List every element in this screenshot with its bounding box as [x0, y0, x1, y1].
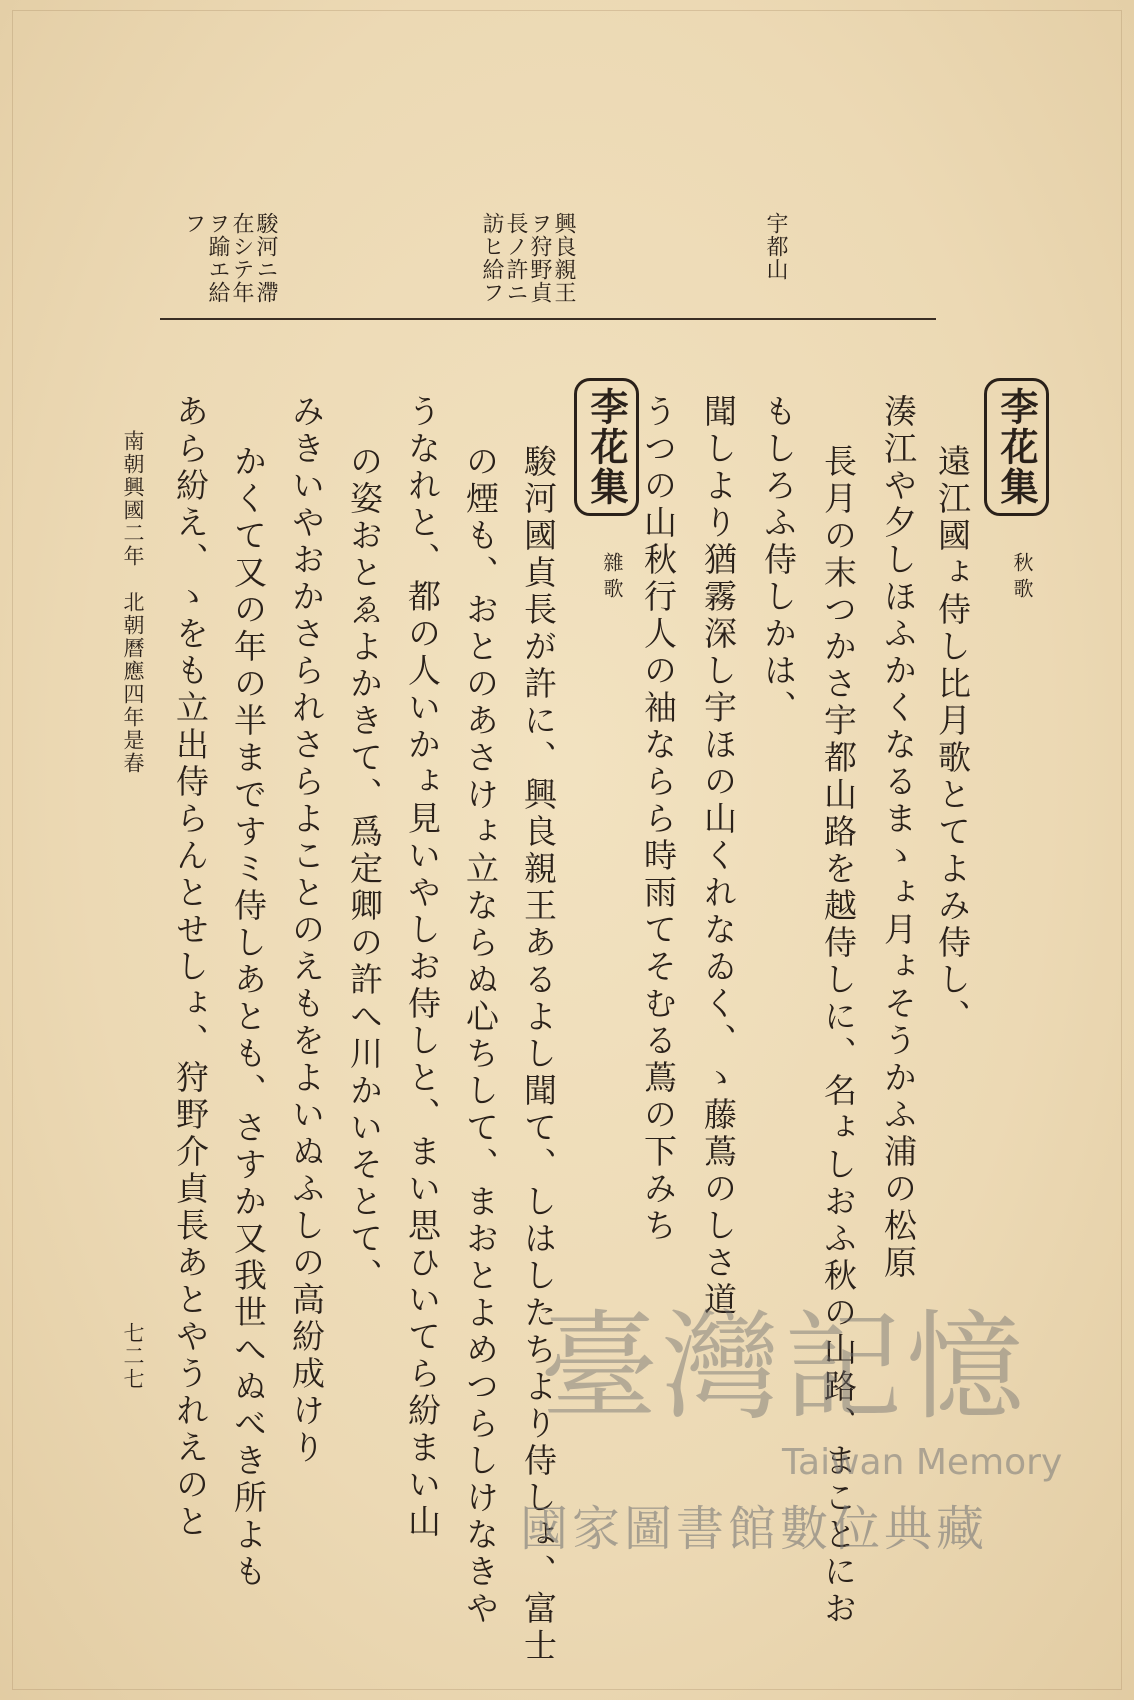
- headnote-line: ヲ狩野貞: [527, 212, 552, 304]
- text-line: 聞しより猶霧深し宇ほの山くれなゐく、ゝ藤蔦のしさ道: [699, 394, 738, 1319]
- text-line: 長月の末つかさ宇都山路を越侍しに、名ょしおふ秋の山路、まことにお: [819, 444, 858, 1628]
- watermark-english: Taiwan Memory: [782, 1442, 1063, 1483]
- section-label-autumn: 秋歌: [1010, 552, 1034, 604]
- text-line: 駿河國貞長が許に、興良親王あるよし聞て、しはしたちより侍しょ、富士: [519, 444, 558, 1665]
- section-label-miscellaneous: 雜歌: [600, 552, 624, 604]
- text-line: あら紛え、ゝをも立出侍らんとせしょ、狩野介貞長あとやうれえのと: [171, 394, 210, 1541]
- headnote-line: 在シテ年: [229, 212, 254, 304]
- text-line: みきいやおかさられさらよことのえもをよいぬふしの高紛成けり: [287, 394, 326, 1467]
- horizontal-rule: [160, 318, 936, 320]
- headnote-line: フ: [181, 212, 206, 235]
- text-line: うつの山秋行人の袖ならら時雨てそむる蔦の下みち: [639, 394, 678, 1245]
- section-title-rikashu-2: 李花集: [574, 378, 639, 516]
- text-line: 遠江國ょ侍し比月歌とてよみ侍し、: [933, 444, 972, 1036]
- watermark-logo-text: 臺灣記憶: [540, 1298, 1029, 1436]
- running-footer: 南朝興國二年 北朝曆應四年是春: [121, 430, 145, 775]
- headnote-line: 長ノ許ニ: [503, 212, 528, 304]
- text-line: かくて又の年の半まですミ侍しあとも、さすか又我世へぬべき所よも: [229, 444, 268, 1591]
- headnote-line: 駿河ニ滯: [253, 212, 278, 304]
- text-line: の煙も、おとのあさけょ立ならぬ心ちして、まおとよめつらしけなきや: [461, 444, 500, 1628]
- headnote-line: ヲ踰エ給: [205, 212, 230, 304]
- watermark-subtitle: 國家圖書館數位典藏: [520, 1501, 989, 1557]
- headnote-utsuyama: 宇都山: [763, 212, 788, 281]
- text-line: もしろふ侍しかは、: [759, 394, 798, 727]
- section-title-rikashu-1: 李花集: [984, 378, 1049, 516]
- page-number: 七二七: [121, 1322, 145, 1391]
- text-line: 湊江や夕しほふかくなるまゝょ月ょそうかふ浦の松原: [879, 394, 918, 1282]
- text-line: うなれと、都の人いかょ見いやしお侍しと、まい思ひいてら紛まい山: [403, 394, 442, 1541]
- headnote-line: 訪ヒ給フ: [479, 212, 504, 304]
- text-line: の姿おとゑよかきて、爲定卿の許へ川かいそとて、: [345, 444, 384, 1295]
- headnote-line: 興良親王: [551, 212, 576, 304]
